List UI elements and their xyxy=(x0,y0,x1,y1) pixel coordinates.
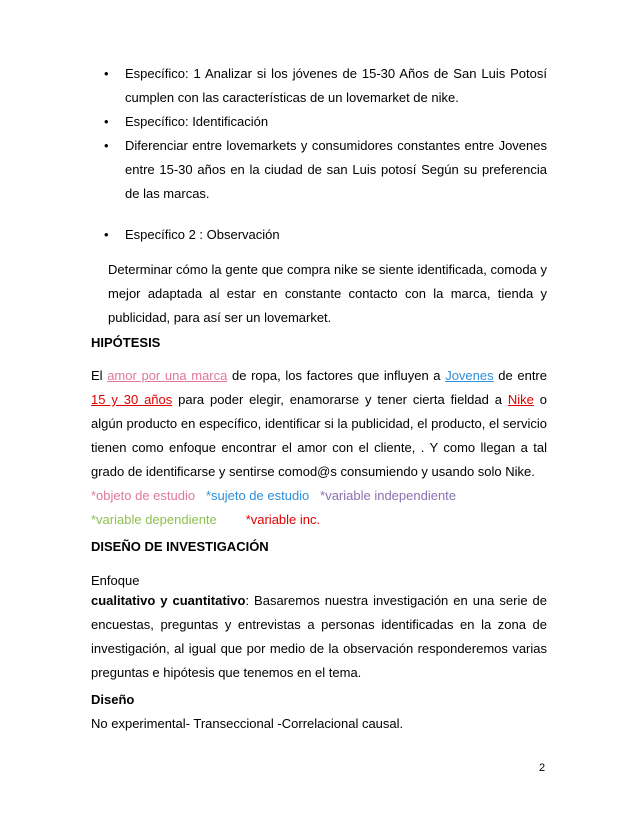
bullet-glyph: • xyxy=(104,114,109,129)
legend-sujeto: *sujeto de estudio xyxy=(205,488,310,503)
bullet-text: Diferenciar entre lovemarkets y consumidores constantes entre Jovenes entre 15-30 años en la ciudad de san Luis potosí Según su preferencia de las marcas. xyxy=(125,138,547,201)
diseno-text: No experimental- Transeccional -Correlacional causal. xyxy=(91,716,404,731)
bullet-glyph: • xyxy=(104,138,109,153)
hipotesis-text: para poder elegir, enamorarse y tener cierta fieldad a xyxy=(172,392,508,407)
legend-variable-inc: *variable inc. xyxy=(245,512,321,527)
diseno-label: Diseño xyxy=(91,692,135,707)
bullet-text: Específico: Identificación xyxy=(125,114,269,129)
bullet-list-top xyxy=(0,62,638,206)
bullet-item xyxy=(0,223,638,247)
hipotesis-text: o algún producto en específico, identificar si la publicidad, el producto, el servicio tienen como enfoque encontrar el amor con el cliente, . Y como llegan a tal grado de identificarse y sentirse comod@s consumiendo y usando solo Nike. xyxy=(91,392,548,479)
observacion-paragraph: Determinar cómo la gente que compra nike se siente identificada, comoda y mejor adaptada al estar en constante contacto con la marca, tienda y publicidad, para así ser un lovemarket. xyxy=(108,262,547,325)
legend-objeto: *objeto de estudio xyxy=(91,488,196,503)
bullet-item xyxy=(0,62,638,110)
age-range-phrase: 15 y 30 años xyxy=(91,392,173,407)
bullet-list-two xyxy=(0,223,638,247)
legend-variable-independiente: *variable independiente xyxy=(320,488,457,503)
enfoque-label: Enfoque xyxy=(91,573,140,588)
brand-phrase: Nike xyxy=(507,392,534,407)
objeto-de-estudio-phrase: amor por una marca xyxy=(107,368,228,383)
hipotesis-text: de ropa, los factores que influyen a xyxy=(227,368,446,383)
bullet-glyph: • xyxy=(104,66,109,81)
legend-variable-dependiente: *variable dependiente xyxy=(91,512,217,527)
page-number: 2 xyxy=(539,762,546,774)
hipotesis-text: de entre xyxy=(493,368,547,383)
enfoque-bold: cualitativo y cuantitativo xyxy=(91,593,246,608)
hipotesis-paragraph xyxy=(91,364,547,484)
bullet-text: Específico 2 : Observación xyxy=(125,227,280,242)
sujeto-de-estudio-phrase: Jovenes xyxy=(445,368,494,383)
diseno-investigacion-heading: DISEÑO DE INVESTIGACIÓN xyxy=(91,539,269,554)
hipotesis-text: El xyxy=(91,368,108,383)
hipotesis-heading: HIPÓTESIS xyxy=(91,335,161,350)
enfoque-paragraph xyxy=(91,589,547,685)
bullet-item xyxy=(0,134,638,206)
bullet-item xyxy=(0,110,638,134)
bullet-text: Específico: 1 Analizar si los jóvenes de 15-30 Años de San Luis Potosí cumplen con las características de un lovemarket de nike. xyxy=(125,66,547,105)
enfoque-text: : Basaremos nuestra investigación en una serie de encuestas, preguntas y entrevistas a personas identificadas en la zona de investigación, al igual que por medio de la observación responderemos varias preguntas e hipótesis que tenemos en el tema. xyxy=(91,593,548,680)
variables-legend xyxy=(91,484,547,532)
bullet-glyph: • xyxy=(104,227,109,242)
